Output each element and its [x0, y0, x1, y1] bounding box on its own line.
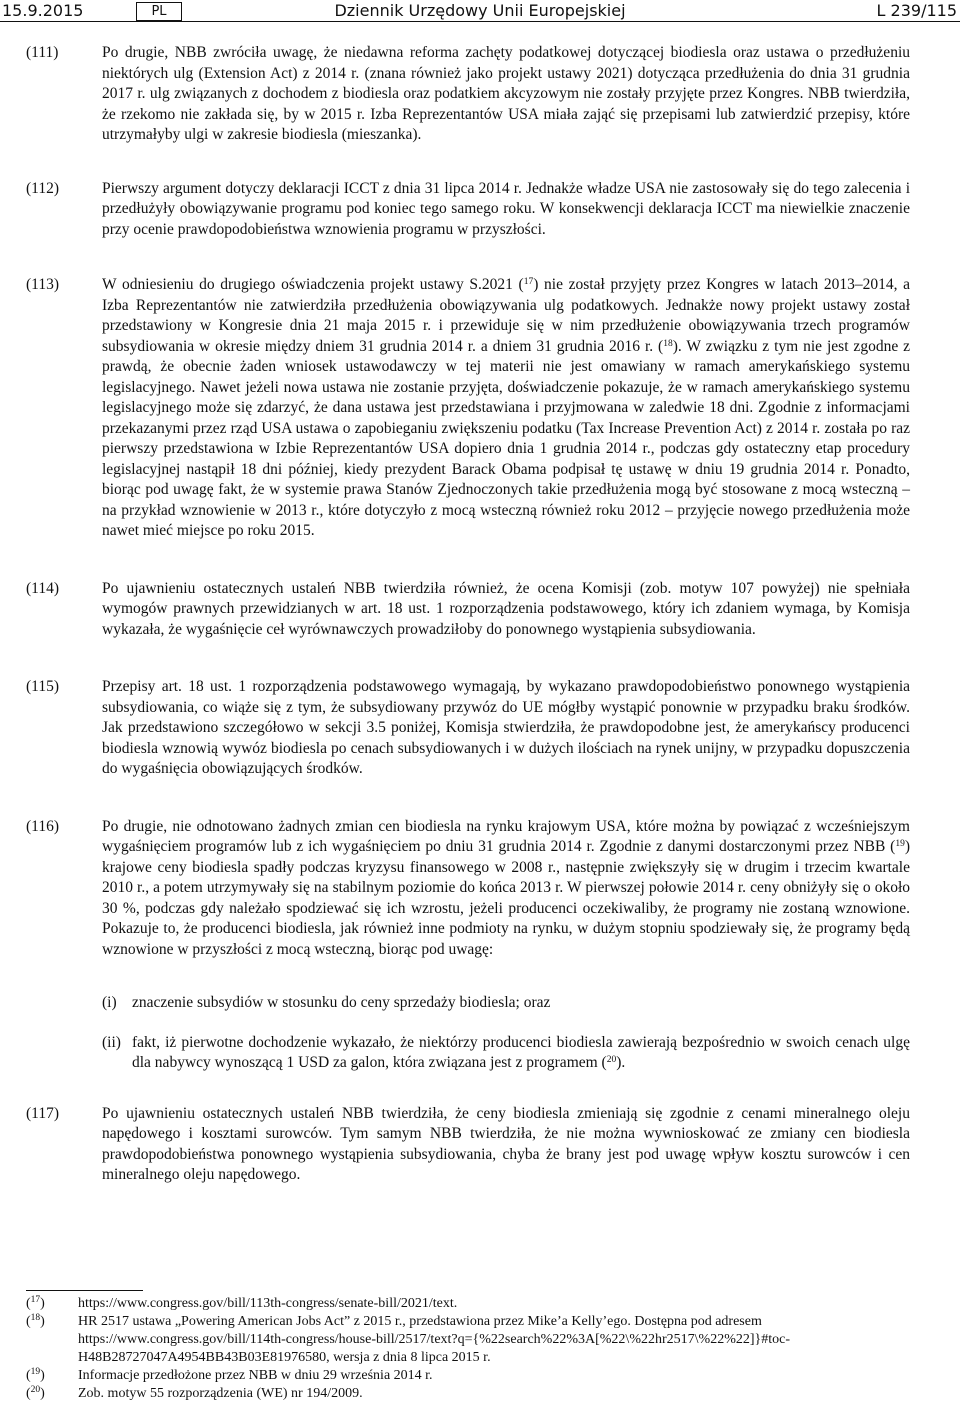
recital-number: (117) — [26, 1104, 59, 1122]
footnote-ref: 19 — [895, 839, 905, 849]
page-number: L 239/115 — [876, 1, 957, 20]
list-item — [102, 993, 910, 1014]
recital-111 — [26, 43, 910, 146]
recital-text: Po ujawnieniu ostatecznych ustaleń NBB twierdziła, że ceny biodiesla zmieniają się zgodnie z cenami mineralnego oleju napędowego i kosztami surowców. Tym samym NBB twierdziła, że nie można wywnioskować ze zmiany cen biodiesla prawdopodobieństwa ponownego wystąpienia subsydiowania, chyba że brany jest pod uwagę wpływ kosztu surowców i cen mineralnego oleju napędowego. — [102, 1104, 910, 1183]
footnote-19 — [26, 1367, 910, 1385]
recital-114 — [26, 579, 910, 641]
footnote-18 — [26, 1313, 910, 1367]
journal-title: Dziennik Urzędowy Unii Europejskiej — [334, 1, 626, 20]
list-item-number: (i) — [102, 994, 117, 1011]
footnote-text: Zob. motyw 55 rozporządzenia (WE) nr 194/2009. — [78, 1386, 363, 1401]
footnote-text: https://www.congress.gov/bill/113th-congress/senate-bill/2021/text. — [78, 1296, 458, 1311]
list-item-number: (ii) — [102, 1033, 121, 1051]
recital-text: Po drugie, nie odnotowano żadnych zmian cen biodiesla na rynku krajowym USA, które można by powiązać z wcześniejszym wygaśnięciem programów lub z ich wygaśnięciem po dniu 31 grudnia 2014 r. Zgodnie z danymi dostarczonymi przez NBB ($^{19}$) krajowe ceny biodiesla spadły podczas kryzysu finansowego w 2008 r., następnie zwiększyły się w drugim i trzecim kwartale 2010 r., a potem utrzymywały się na stabilnym poziomie do końca 2013 r. W pierwszej połowie 2014 r. ceny obniżyły się o około 30 %, podczas gdy należało spodziewać się ich wzrostu, jeżeli producenci oczekiwaliby, że programy nie zostaną wznowione. Pokazuje to, że producenci biodiesla, jak również inne podmioty na rynku, w dużym stopniu spodziewały się, że programy będą wznowione w przyszłości z mocą wsteczną, biorąc pod uwagę: — [102, 817, 910, 958]
document-body — [26, 43, 910, 1186]
language-badge: PL — [136, 2, 182, 21]
recital-text: Po drugie, NBB zwróciła uwagę, że niedawna reforma zachęty podatkowej dotyczącej biodiesla oraz ustawa o przedłużeniu niektórych ulg (Extension Act) z 2014 r. (znana również jako projekt ustawy 2021) dotycząca przedłużenia do dnia 31 grudnia 2017 r. ulg związanych z dochodem z biodiesla oraz podatkiem akcyzowym nie zostały przyjęte przez Kongres. NBB twierdziła, że rzekomo nie zakłada się, by w 2015 r. Izba Reprezentantów USA miała zająć się przepisami lub zatwierdzić przepisy, które utrzymałyby ulgi w zakresie biodiesla (mieszanka). — [102, 44, 910, 143]
recital-number: (113) — [26, 276, 59, 293]
publication-date: 15.9.2015 — [2, 1, 84, 20]
recital-text: Pierwszy argument dotyczy deklaracji ICCT z dnia 31 lipca 2014 r. Jednakże władze USA nie zastosowały się do tego zalecenia i przedłużyły obowiązywanie programu pod koniec tego samego roku. W konsekwencji deklaracja ICCT ma niewielkie znaczenie przy ocenie prawdopodobieństwa wznowienia programu w przyszłości. — [102, 179, 910, 238]
recital-116-sublist — [26, 993, 910, 1074]
footnote-text: HR 2517 ustawa „Powering American Jobs Act” z 2015 r., przedstawiona przez Mike’a Kelly’ego. Dostępna pod adresem https://www.congress.gov/bill/114th-congress/house-bill/2517/text?q={%22search%22%3A[%22\%22hr2517\%22%22]}#toc-H48B28727047A4954BB43B03E81976580, wersja z dnia 8 lipca 2015 r. — [78, 1314, 791, 1365]
footnote-text: Informacje przedłożone przez NBB w dniu 29 września 2014 r. — [78, 1368, 433, 1383]
footnote-separator — [26, 1290, 143, 1291]
page-header — [0, 0, 960, 22]
footnote-ref: 20 — [606, 1055, 617, 1065]
recital-number: (111) — [26, 44, 59, 61]
recital-text: W odniesieniu do drugiego oświadczenia projekt ustawy S.2021 ($^{17}$) nie został przyjęty przez Kongres w latach 2013–2014, a Izba Reprezentantów nie zatwierdziła przedłużenia obowiązywania ulg podatkowych. Jednakże nowy projekt ustawy został przedstawiony w Kongresie dnia 21 maja 2015 r. i przewiduje się w nim przedłużenie obowiązywania trzech programów subsydiowania w okresie między dniem 31 grudnia 2014 r. a dniem 31 grudnia 2016 r. ($^{18}$). W związku z tym nie jest zgodne z prawdą, że obecnie żaden wniosek ustawodawczy w tej materii nie jest omawiany w ramach amerykańskiego systemu legislacyjnego. Nawet jeżeli nowa ustawa nie zostanie przyjęta, doświadczenie pokazuje, że w ramach amerykańskiego systemu legislacyjnego może się zdarzyć, że dana ustawa jest przedstawiana i przyjmowana w zaledwie 18 dni. Zgodnie z informacjami przekazanymi przez rząd USA ustawa o zapobieganiu zwiększeniu podatku (Tax Increase Prevention Act) z 2014 r. została po raz pierwszy przedstawiona w Izbie Reprezentantów USA dopiero dnia 1 grudnia 2014 r., podczas gdy ostateczny etap procedury legislacyjnej nastąpił 18 dni później, kiedy prezydent Barack Obama podpisał tę ustawę w dniu 19 grudnia 2014 r. Ponadto, biorąc pod uwagę fakt, że w systemie prawa Stanów Zjednoczonych takie przedłużenia mogą być stosowane z mocą wsteczną – na przykład wznowienie w 2013 r., które dotyczyło z mocą wsteczną również roku 2012 – przyjęcie nowego przedłużenia może nawet mieć miejsce po roku 2015. — [102, 276, 911, 539]
footnote-number: ($^{20}$) — [26, 1385, 45, 1401]
header-rule — [0, 21, 960, 22]
recital-115 — [26, 677, 910, 780]
recital-number: (115) — [26, 678, 59, 695]
footnote-number: ($^{19}$) — [26, 1367, 45, 1383]
list-item-text: znaczenie subsydiów w stosunku do ceny sprzedaży biodiesla; oraz — [132, 994, 551, 1011]
recital-text: Przepisy art. 18 ust. 1 rozporządzenia podstawowego wymagają, by wykazano prawdopodobieństwo ponownego wystąpienia subsydiowania, co wiąże się z tym, że subsydiowany przywóz do UE mógłby wystąpić ponownie w przypadku braku środków. Jak przedstawiono szczegółowo w sekcji 3.5 poniżej, Komisja stwierdziła, że prawdopodobne jest, że amerykańscy producenci biodiesla wznowią wywóz biodiesla po cenach subsydiowanych i w dużych ilościach na rynek unijny, w przypadku dopuszczenia do wygaśnięcia obowiązujących środków. — [102, 678, 910, 777]
recital-113 — [26, 275, 910, 542]
footnote-ref: 17 — [523, 277, 534, 287]
footnotes — [26, 1295, 910, 1403]
footnote-ref: 18 — [663, 338, 673, 349]
recital-text: Po ujawnieniu ostatecznych ustaleń NBB twierdziła również, że ocena Komisji (zob. motyw 107 powyżej) nie spełniała wymogów prawnych przewidzianych w art. 18 ust. 1 rozporządzenia podstawowego, który ich zdaniem wymaga, by Komisja wykazała, że wygaśnięcie ceł wyrównawczych prowadziłoby do ponownego wystąpienia subsydiowania. — [102, 579, 910, 638]
list-item — [102, 1033, 910, 1074]
recital-number: (112) — [26, 179, 59, 197]
recital-number: (116) — [26, 817, 59, 835]
recital-112 — [26, 179, 910, 241]
recital-number: (114) — [26, 579, 59, 597]
footnote-number: ($^{17}$) — [26, 1295, 45, 1311]
list-item-text: fakt, iż pierwotne dochodzenie wykazało, że niektórzy producenci biodiesla zawierają bezpośrednio w swoich cenach ulgę dla nabywcy wynoszącą 1 USD za galon, która związana jest z programem ($^{20}$). — [132, 1033, 910, 1071]
footnote-number: ($^{18}$) — [26, 1313, 45, 1329]
footnote-20 — [26, 1385, 910, 1403]
footnote-17 — [26, 1295, 910, 1313]
recital-117 — [26, 1104, 910, 1186]
recital-116 — [26, 817, 910, 961]
